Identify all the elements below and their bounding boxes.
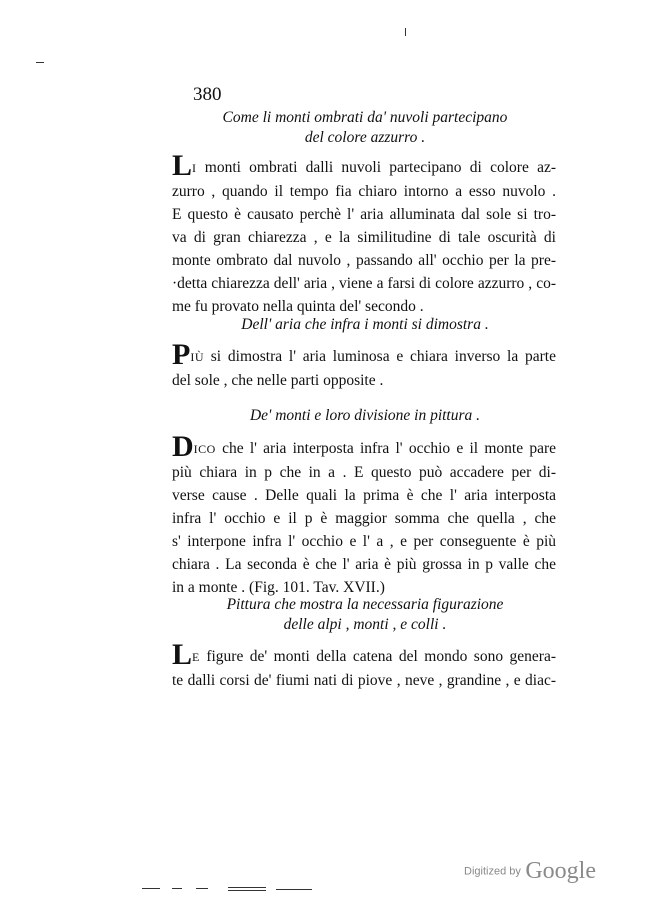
paragraph-line: E questo è causato perchè l' aria alluminata dal sole si tro- [172, 206, 556, 223]
scan-rule [276, 889, 312, 890]
section-heading-3 [170, 406, 560, 426]
heading-line: del colore azzurro . [304, 129, 426, 146]
watermark-text: Digitized by [464, 865, 521, 878]
scan-rule [196, 888, 208, 889]
paragraph-2 [172, 338, 556, 392]
heading-line: delle alpi , monti , e colli . [283, 616, 447, 633]
paragraph-line: DICO che l' aria interposta infra l' occhio e il monte pare [172, 430, 556, 463]
scan-rule [228, 887, 266, 888]
section-heading-2 [170, 315, 560, 335]
paragraph-line: me fu provato nella quinta del' secondo . [172, 298, 424, 315]
google-watermark [464, 858, 596, 885]
paragraph-4 [172, 638, 556, 692]
paragraph-line: in a monte . (Fig. 101. Tav. XVII.) [172, 579, 385, 596]
scan-mark [36, 62, 44, 63]
paragraph-line: zurro , quando il tempo fia chiaro intorno a esso nuvolo . [172, 183, 556, 200]
drop-cap: L [172, 638, 193, 671]
paragraph-line: LE figure de' monti della catena del mondo sono genera- [172, 638, 556, 671]
paragraph-line: te dalli corsi de' fiumi nati di piove , neve , grandine , e diac- [172, 672, 556, 689]
paragraph-line: LI monti ombrati dalli nuvoli partecipano di colore az- [172, 149, 556, 182]
drop-cap: L [172, 149, 193, 182]
paragraph-line: chiara . La seconda è che l' aria è più grossa in p valle che [172, 556, 556, 573]
heading-line: Come li monti ombrati da' nuvoli partecipano [222, 109, 508, 126]
heading-line: Pittura che mostra la necessaria figurazione [226, 596, 504, 613]
paragraph-line: ·detta chiarezza dell' aria , viene a farsi di colore azzurro , co- [172, 275, 556, 292]
page-number: 380 [193, 84, 222, 105]
paragraph-line: verse cause . Delle quali la prima è che l' aria interposta [172, 487, 556, 504]
scan-rule [172, 888, 182, 889]
section-heading-1 [170, 108, 560, 148]
paragraph-line: monte ombrato dal nuvolo , passando all' occhio per la pre- [172, 252, 556, 269]
paragraph-1 [172, 149, 556, 318]
drop-cap: D [172, 430, 194, 463]
scan-mark [405, 28, 406, 36]
paragraph-line: del sole , che nelle parti opposite . [172, 372, 384, 389]
scan-rule [142, 888, 160, 889]
paragraph-3 [172, 430, 556, 599]
scan-rule [228, 890, 266, 891]
google-logo: Google [525, 858, 596, 884]
paragraph-line: infra l' occhio e il p è maggior somma che quella , che [172, 510, 556, 527]
drop-cap: P [172, 338, 191, 371]
paragraph-line: PIÙ si dimostra l' aria luminosa e chiara inverso la parte [172, 338, 556, 371]
section-heading-4 [170, 595, 560, 635]
paragraph-line: va di gran chiarezza , e la similitudine di tale oscurità di [172, 229, 556, 246]
paragraph-line: s' interpone infra l' occhio e l' a , e per conseguente è più [172, 533, 556, 550]
paragraph-line: più chiara in p che in a . E questo può accadere per di- [172, 464, 556, 481]
heading-line: De' monti e loro divisione in pittura . [249, 407, 481, 424]
heading-line: Dell' aria che infra i monti si dimostra . [241, 316, 489, 333]
